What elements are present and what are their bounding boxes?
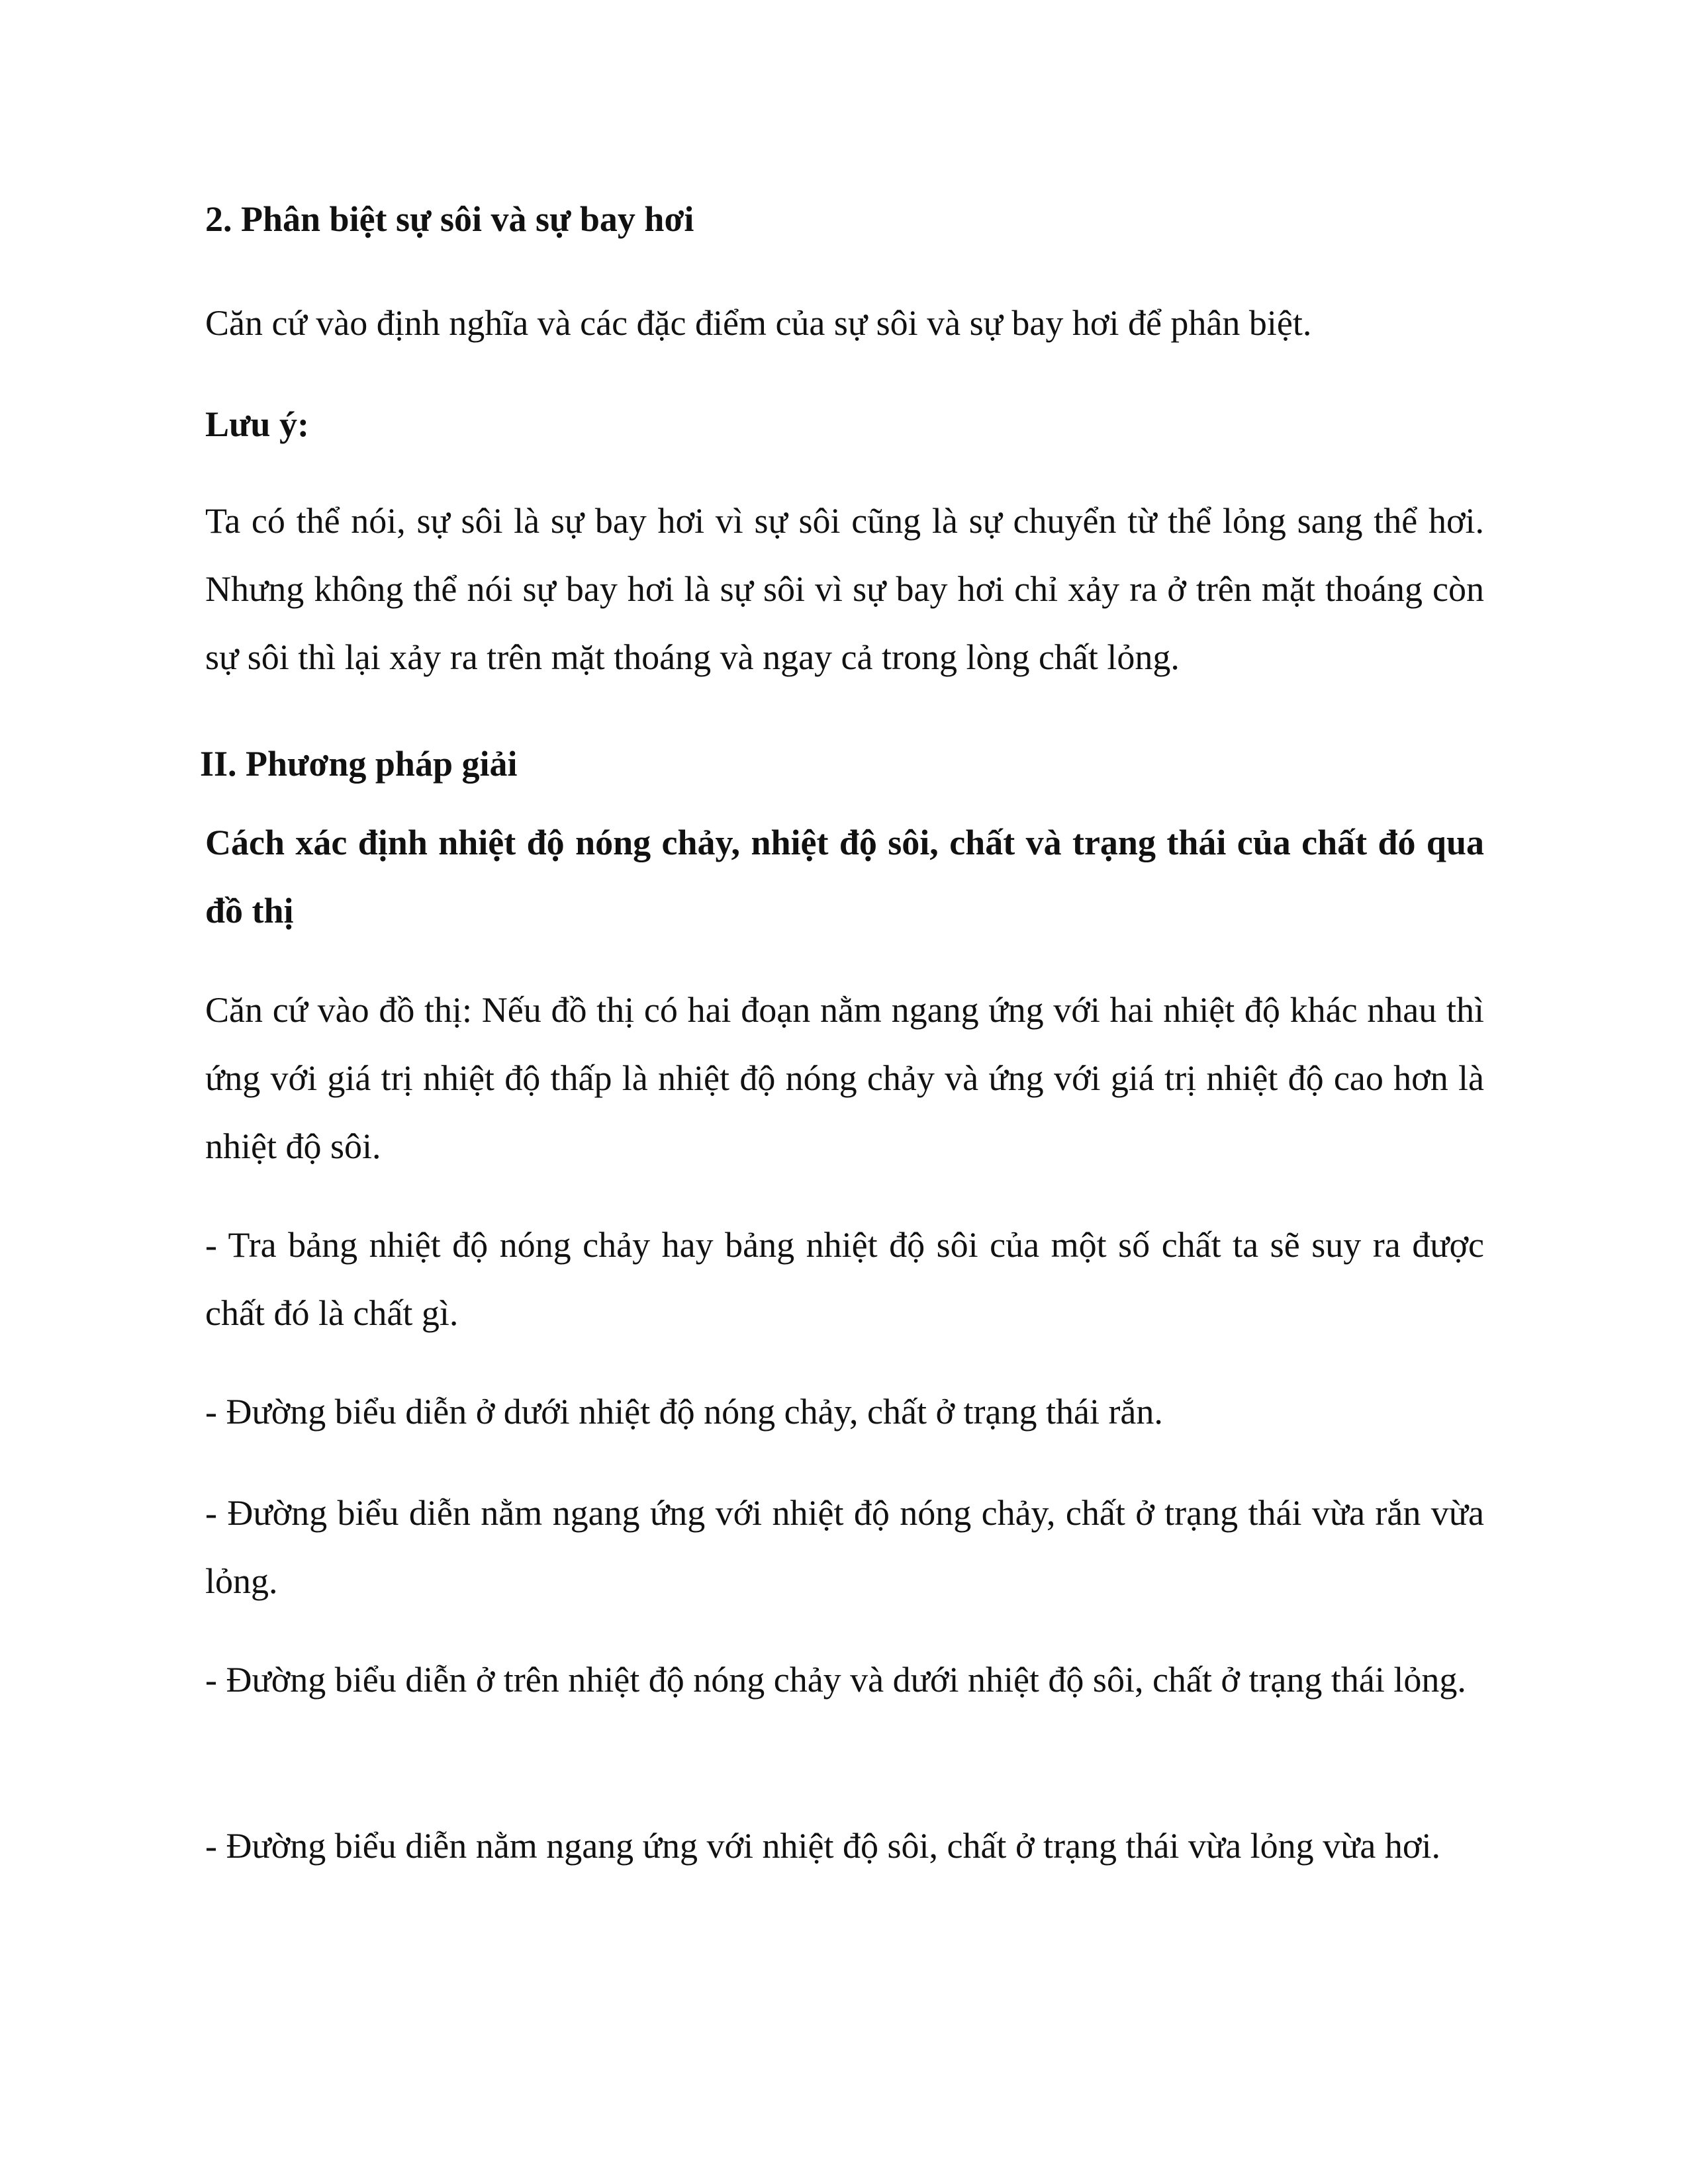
bullet-item-solid-state: - Đường biểu diễn ở dưới nhiệt độ nóng chảy, chất ở trạng thái rắn. [205,1392,1163,1432]
section-ii-heading: II. Phương pháp giải [200,744,518,784]
note-paragraph: Ta có thể nói, sự sôi là sự bay hơi vì sự sôi cũng là sự chuyển từ thể lỏng sang thể hơi. Nhưng không thể nói sự bay hơi là sự sôi vì sự bay hơi chỉ xảy ra ở trên mặt thoáng còn sự sôi thì lại xảy ra trên mặt thoáng và ngay cả trong lòng chất lỏng. [205,501,1484,677]
bullet-item-lookup-table: - Tra bảng nhiệt độ nóng chảy hay bảng nhiệt độ sôi của một số chất ta sẽ suy ra được chất đó là chất gì. [205,1225,1484,1333]
method-subheading: Cách xác định nhiệt độ nóng chảy, nhiệt độ sôi, chất và trạng thái của chất đó qua đồ thị [205,823,1484,931]
bullet-item-liquid-state: - Đường biểu diễn ở trên nhiệt độ nóng chảy và dưới nhiệt độ sôi, chất ở trạng thái lỏng. [205,1660,1466,1700]
bullet-item-boiling-state: - Đường biểu diễn nằm ngang ứng với nhiệt độ sôi, chất ở trạng thái vừa lỏng vừa hơi. [205,1826,1440,1866]
section-2-intro-paragraph: Căn cứ vào định nghĩa và các đặc điểm của sự sôi và sự bay hơi để phân biệt. [205,303,1312,343]
note-heading: Lưu ý: [205,404,309,444]
bullet-item-melting-state: - Đường biểu diễn nằm ngang ứng với nhiệt độ nóng chảy, chất ở trạng thái vừa rắn vừa lỏng. [205,1493,1484,1601]
section-2-heading: 2. Phân biệt sự sôi và sự bay hơi [205,199,694,239]
method-intro-paragraph: Căn cứ vào đồ thị: Nếu đồ thị có hai đoạn nằm ngang ứng với hai nhiệt độ khác nhau thì ứng với giá trị nhiệt độ thấp là nhiệt độ nóng chảy và ứng với giá trị nhiệt độ cao hơn là nhiệt độ sôi. [205,990,1484,1166]
